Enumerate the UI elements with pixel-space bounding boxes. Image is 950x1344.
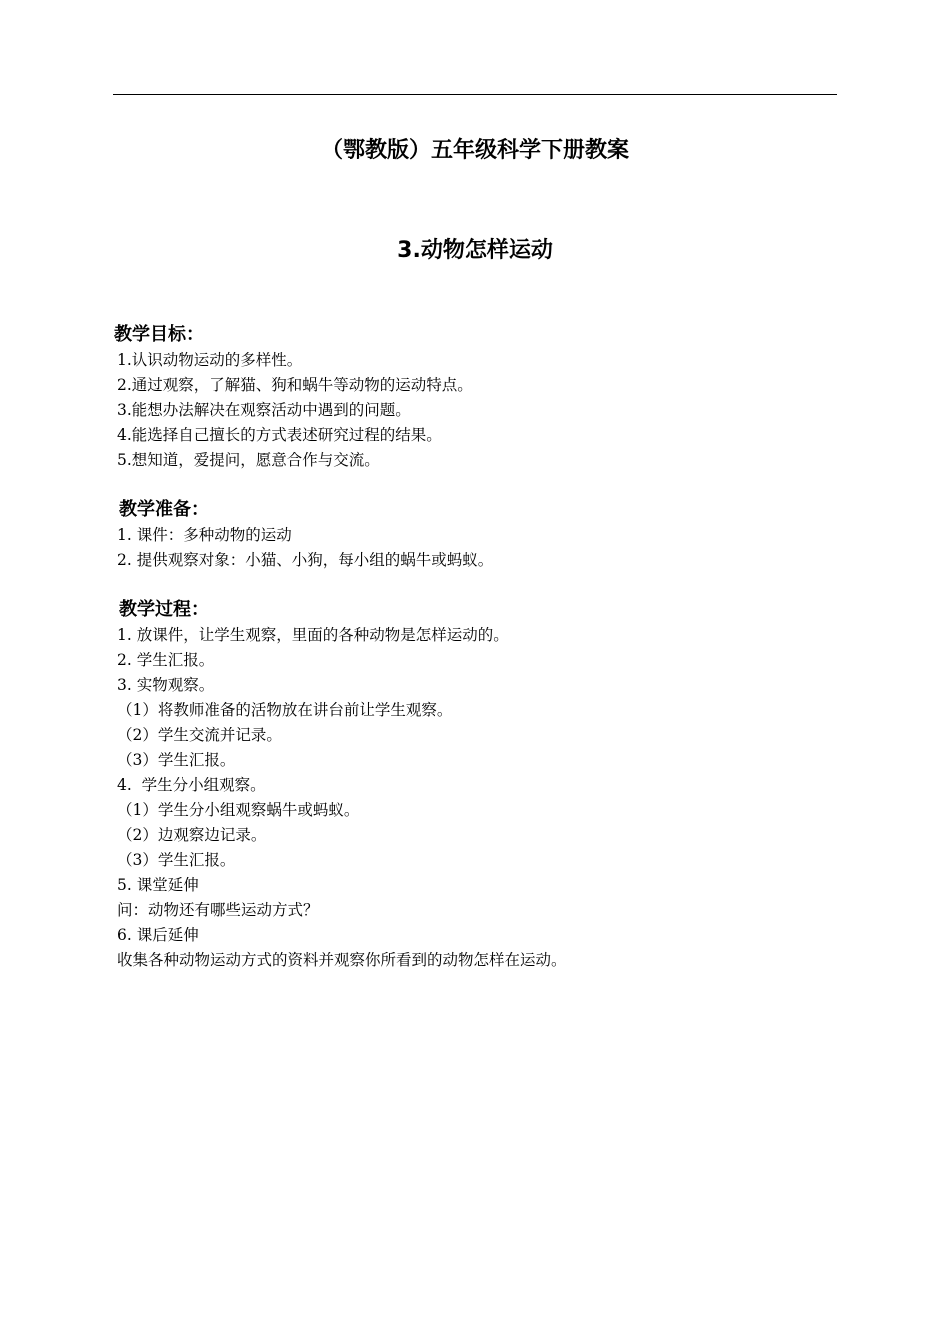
objectives-section <box>114 322 837 473</box>
header-rule <box>113 94 837 95</box>
process-item: （2）学生交流并记录。 <box>117 726 282 744</box>
objective-item: 5.想知道，爱提问，愿意合作与交流。 <box>117 451 380 469</box>
document-title: （鄂教版）五年级科学下册教案 <box>320 138 629 163</box>
objective-item: 1.认识动物运动的多样性。 <box>117 351 303 369</box>
process-item: 3. 实物观察。 <box>117 676 215 694</box>
process-item: 收集各种动物运动方式的资料并观察你所看到的动物怎样在运动。 <box>117 951 567 969</box>
process-item: （2）边观察边记录。 <box>117 826 267 844</box>
process-item: 1. 放课件，让学生观察，里面的各种动物是怎样运动的。 <box>117 626 509 644</box>
preparation-heading: 教学准备： <box>119 499 209 520</box>
preparation-item: 1. 课件：多种动物的运动 <box>117 526 292 544</box>
objective-item: 4.能选择自己擅长的方式表述研究过程的结果。 <box>117 426 442 444</box>
process-item: 5. 课堂延伸 <box>117 876 199 894</box>
process-item: （1）学生分小组观察蜗牛或蚂蚁。 <box>117 801 360 819</box>
process-item: （3）学生汇报。 <box>117 751 236 769</box>
process-section <box>117 597 837 973</box>
preparation-item: 2. 提供观察对象：小猫、小狗，每小组的蜗牛或蚂蚁。 <box>117 551 494 569</box>
process-item: 2. 学生汇报。 <box>117 651 215 669</box>
lesson-title: 3.动物怎样运动 <box>397 238 553 263</box>
objectives-heading: 教学目标： <box>114 324 204 345</box>
process-item: 6. 课后延伸 <box>117 926 199 944</box>
process-item: 问：动物还有哪些运动方式？ <box>117 901 319 919</box>
process-heading: 教学过程： <box>119 599 209 620</box>
objective-item: 2.通过观察，了解猫、狗和蜗牛等动物的运动特点。 <box>117 376 473 394</box>
objective-item: 3.能想办法解决在观察活动中遇到的问题。 <box>117 401 411 419</box>
process-item: （1）将教师准备的活物放在讲台前让学生观察。 <box>117 701 453 719</box>
process-item: 4. 学生分小组观察。 <box>117 776 266 794</box>
process-item: （3）学生汇报。 <box>117 851 236 869</box>
preparation-section <box>117 497 837 573</box>
